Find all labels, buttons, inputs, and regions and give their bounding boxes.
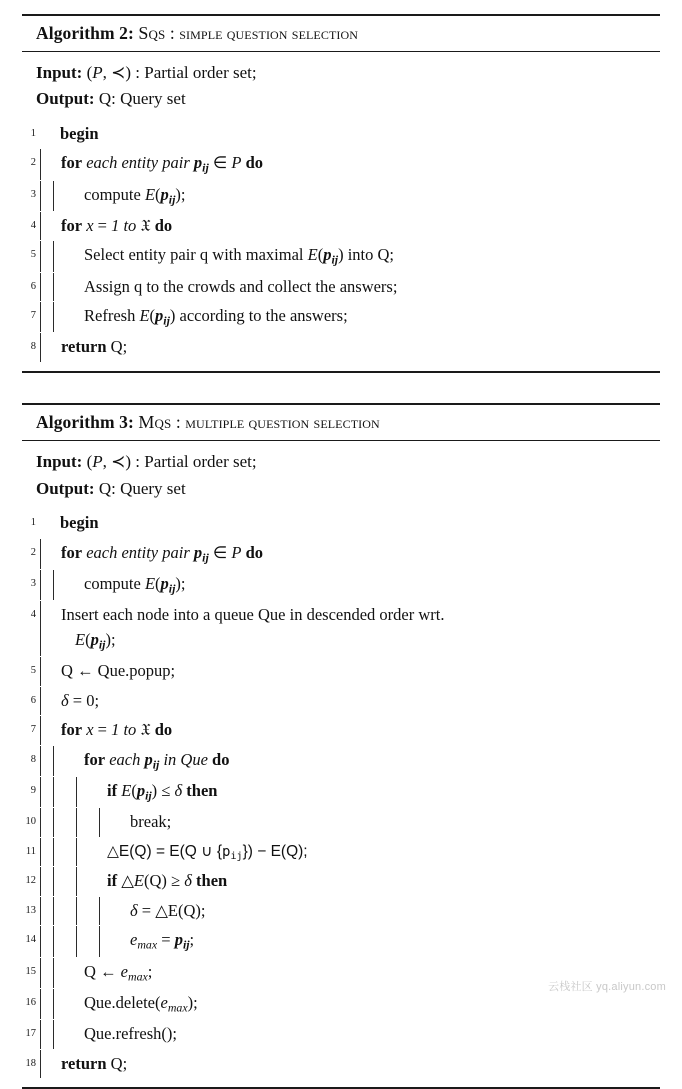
- code-line: [22, 240, 660, 271]
- line-text: break;: [130, 812, 172, 832]
- line-text: Select entity pair q with maximal $E(p_{ij})$ into Q;: [84, 245, 394, 267]
- algorithm-3-title-prefix: Algorithm 3:: [36, 412, 134, 433]
- algorithm-3-title-separator: :: [175, 412, 181, 433]
- algorithm-3-title-desc: multiple question selection: [185, 413, 380, 433]
- indent-guide: [53, 838, 76, 866]
- indent-guide: [40, 1050, 53, 1079]
- line-text: for each entity pair $p_{ij}$ ∈ P do: [61, 542, 264, 564]
- algorithm-3-input-label: Input:: [36, 452, 83, 472]
- algorithm-2-output-line: [36, 86, 660, 112]
- algorithm-3-body: [22, 508, 660, 1087]
- indent-guide: [40, 212, 53, 241]
- code-line: [22, 119, 660, 149]
- line-number: 6: [30, 280, 36, 292]
- line-text: Insert each node into a queue Que in descended order wrt. $E(p_{ij})$;: [61, 604, 445, 651]
- indent-guide: [53, 867, 76, 896]
- algorithm-3-output-text: Q: Query set: [98, 478, 186, 498]
- code-line: [22, 332, 660, 362]
- indent-guide: [53, 241, 76, 271]
- line-text: return Q;: [61, 1053, 128, 1073]
- algorithm-2-output-text: Q: Query set: [98, 89, 186, 109]
- line-number: 8: [30, 341, 36, 353]
- indent-guide: [40, 716, 53, 745]
- indent-guide: [53, 897, 76, 926]
- line-number: 16: [25, 996, 36, 1008]
- indent-guide: [40, 120, 52, 149]
- indent-guide: [40, 687, 53, 716]
- code-line: [22, 148, 660, 179]
- indent-guide: [76, 838, 99, 866]
- line-text: return Q;: [61, 337, 128, 357]
- indent-guide: [40, 808, 53, 837]
- watermark: 云栈社区 yq.aliyun.com: [548, 981, 666, 993]
- line-text: for each $p_{ij}$ in Que do: [84, 750, 230, 772]
- indent-guide: [40, 746, 53, 776]
- line-text: for each entity pair $p_{ij}$ ∈ P do: [61, 153, 264, 175]
- indent-guide: [53, 958, 76, 988]
- algorithm-2-input-line: [36, 60, 660, 86]
- indent-guide: [53, 302, 76, 332]
- algorithm-2-output-label: Output:: [36, 89, 95, 109]
- indent-guide: [40, 601, 53, 656]
- algorithm-2-io-block: [22, 52, 660, 119]
- line-text: δ = △E(Q);: [130, 900, 206, 920]
- line-text: △E(Q) = E(Q ∪ $\{p_{ij}\}) - E(Q)$;: [107, 843, 308, 862]
- indent-guide: [99, 926, 122, 956]
- algorithm-2-input-text: (P, ≺) : Partial order set;: [86, 63, 257, 82]
- line-text: if $E(p_{ij}) \le \delta$ then: [107, 781, 218, 803]
- indent-guide: [76, 777, 99, 807]
- code-line: [22, 600, 660, 656]
- line-number: 11: [25, 846, 36, 857]
- algorithm-3-input-text: (P, ≺) : Partial order set;: [86, 452, 257, 472]
- code-line: [22, 925, 660, 956]
- algorithm-3-output-label: Output:: [36, 478, 95, 498]
- indent-guide: [40, 1020, 53, 1049]
- line-number: 4: [30, 219, 36, 231]
- line-number: 1: [30, 127, 36, 139]
- line-number: 5: [30, 249, 36, 261]
- line-text: δ = 0;: [61, 690, 100, 710]
- algorithm-3-title: [22, 405, 660, 440]
- line-text: begin: [60, 123, 99, 143]
- algorithm-2-body: [22, 119, 660, 372]
- line-number: 3: [30, 577, 36, 589]
- line-text: compute $E(p_{ij})$;: [84, 184, 186, 206]
- line-text: compute $E(p_{ij})$;: [84, 573, 186, 596]
- indent-guide: [40, 838, 53, 866]
- line-number: 17: [25, 1027, 36, 1039]
- indent-guide: [53, 746, 76, 776]
- line-number: 3: [30, 188, 36, 200]
- indent-guide: [53, 926, 76, 956]
- line-number: 7: [30, 310, 36, 322]
- line-text: Q ← $e_{max}$;: [84, 961, 153, 983]
- line-number: 1: [30, 516, 36, 528]
- indent-guide: [40, 302, 53, 332]
- line-number: 2: [30, 546, 36, 558]
- line-number: 8: [30, 754, 36, 765]
- indent-guide: [40, 777, 53, 807]
- algorithm-3-io-block: [22, 441, 660, 508]
- algorithm-2-block: [22, 14, 660, 373]
- indent-guide: [99, 808, 122, 837]
- line-number: 14: [25, 934, 36, 946]
- algorithm-2-title-desc: simple question selection: [179, 24, 359, 43]
- code-line: [22, 896, 660, 926]
- algorithm-2-title-prefix: Algorithm 2:: [36, 23, 134, 43]
- algorithm-2-title-separator: :: [169, 23, 175, 43]
- line-text: Assign q to the crowds and collect the answers;: [84, 276, 398, 296]
- line-number: 9: [30, 785, 36, 797]
- indent-guide: [53, 1020, 76, 1049]
- code-line: [22, 807, 660, 837]
- line-number: 15: [25, 965, 36, 977]
- indent-guide: [40, 897, 53, 926]
- line-number: 6: [30, 694, 36, 706]
- indent-guide: [53, 181, 76, 211]
- code-line: [22, 745, 660, 776]
- indent-guide: [53, 273, 76, 302]
- line-number: 12: [25, 874, 36, 886]
- line-number: 5: [30, 664, 36, 676]
- indent-guide: [53, 808, 76, 837]
- indent-guide: [76, 808, 99, 837]
- line-number: 4: [30, 608, 36, 620]
- algorithm-2-input-label: Input:: [36, 63, 83, 82]
- indent-guide: [40, 926, 53, 956]
- algorithm-gap: [22, 373, 660, 403]
- indent-guide: [76, 897, 99, 926]
- line-text: Que.refresh();: [84, 1023, 177, 1043]
- code-line: [22, 569, 660, 600]
- line-number: 10: [25, 816, 36, 828]
- line-text: Refresh $E(p_{ij})$ according to the answers;: [84, 306, 348, 328]
- line-number: 7: [30, 724, 36, 736]
- indent-guide: [40, 149, 53, 179]
- code-line: [22, 508, 660, 538]
- indent-guide: [40, 867, 53, 896]
- indent-guide: [40, 181, 53, 211]
- indent-guide: [40, 509, 52, 538]
- algorithm-3-input-line: [36, 449, 660, 475]
- algorithm-2-title: [22, 16, 660, 51]
- indent-guide: [76, 867, 99, 896]
- line-text: $e_{max} = p_{ij}$;: [130, 930, 195, 952]
- code-line: [22, 301, 660, 332]
- code-line: [22, 272, 660, 302]
- indent-guide: [40, 539, 53, 569]
- indent-guide: [40, 241, 53, 271]
- code-line: [22, 715, 660, 745]
- code-line: [22, 656, 660, 686]
- algorithm-2-title-name: Sqs: [138, 23, 166, 43]
- code-line: [22, 686, 660, 716]
- indent-guide: [40, 333, 53, 362]
- line-text: if △E(Q) ≥ δ then: [107, 870, 228, 890]
- line-number: 13: [25, 904, 36, 916]
- indent-guide: [53, 777, 76, 807]
- indent-guide: [76, 926, 99, 956]
- code-line: [22, 180, 660, 211]
- line-number: 18: [25, 1057, 36, 1069]
- algorithm-3-title-name: Mqs: [138, 412, 172, 433]
- line-text: Q ← Que.popup;: [61, 660, 176, 680]
- code-line: [22, 538, 660, 569]
- algorithm-3-output-line: [36, 476, 660, 502]
- line-text: for x = 1 to 𝔛 do: [61, 720, 173, 740]
- code-line: [22, 776, 660, 807]
- indent-guide: [99, 897, 122, 926]
- indent-guide: [40, 273, 53, 302]
- code-line: [22, 866, 660, 896]
- indent-guide: [53, 989, 76, 1019]
- code-line: [22, 1049, 660, 1079]
- indent-guide: [40, 570, 53, 600]
- line-number: 2: [30, 157, 36, 169]
- indent-guide: [40, 958, 53, 988]
- code-line: [22, 211, 660, 241]
- indent-guide: [40, 657, 53, 686]
- indent-guide: [40, 989, 53, 1019]
- line-text: $Que.delete(e_{max})$;: [84, 992, 198, 1014]
- line-text: for x = 1 to 𝔛 do: [61, 215, 173, 235]
- code-line: [22, 837, 660, 866]
- indent-guide: [53, 570, 76, 600]
- code-line: [22, 1019, 660, 1049]
- line-text: begin: [60, 512, 99, 532]
